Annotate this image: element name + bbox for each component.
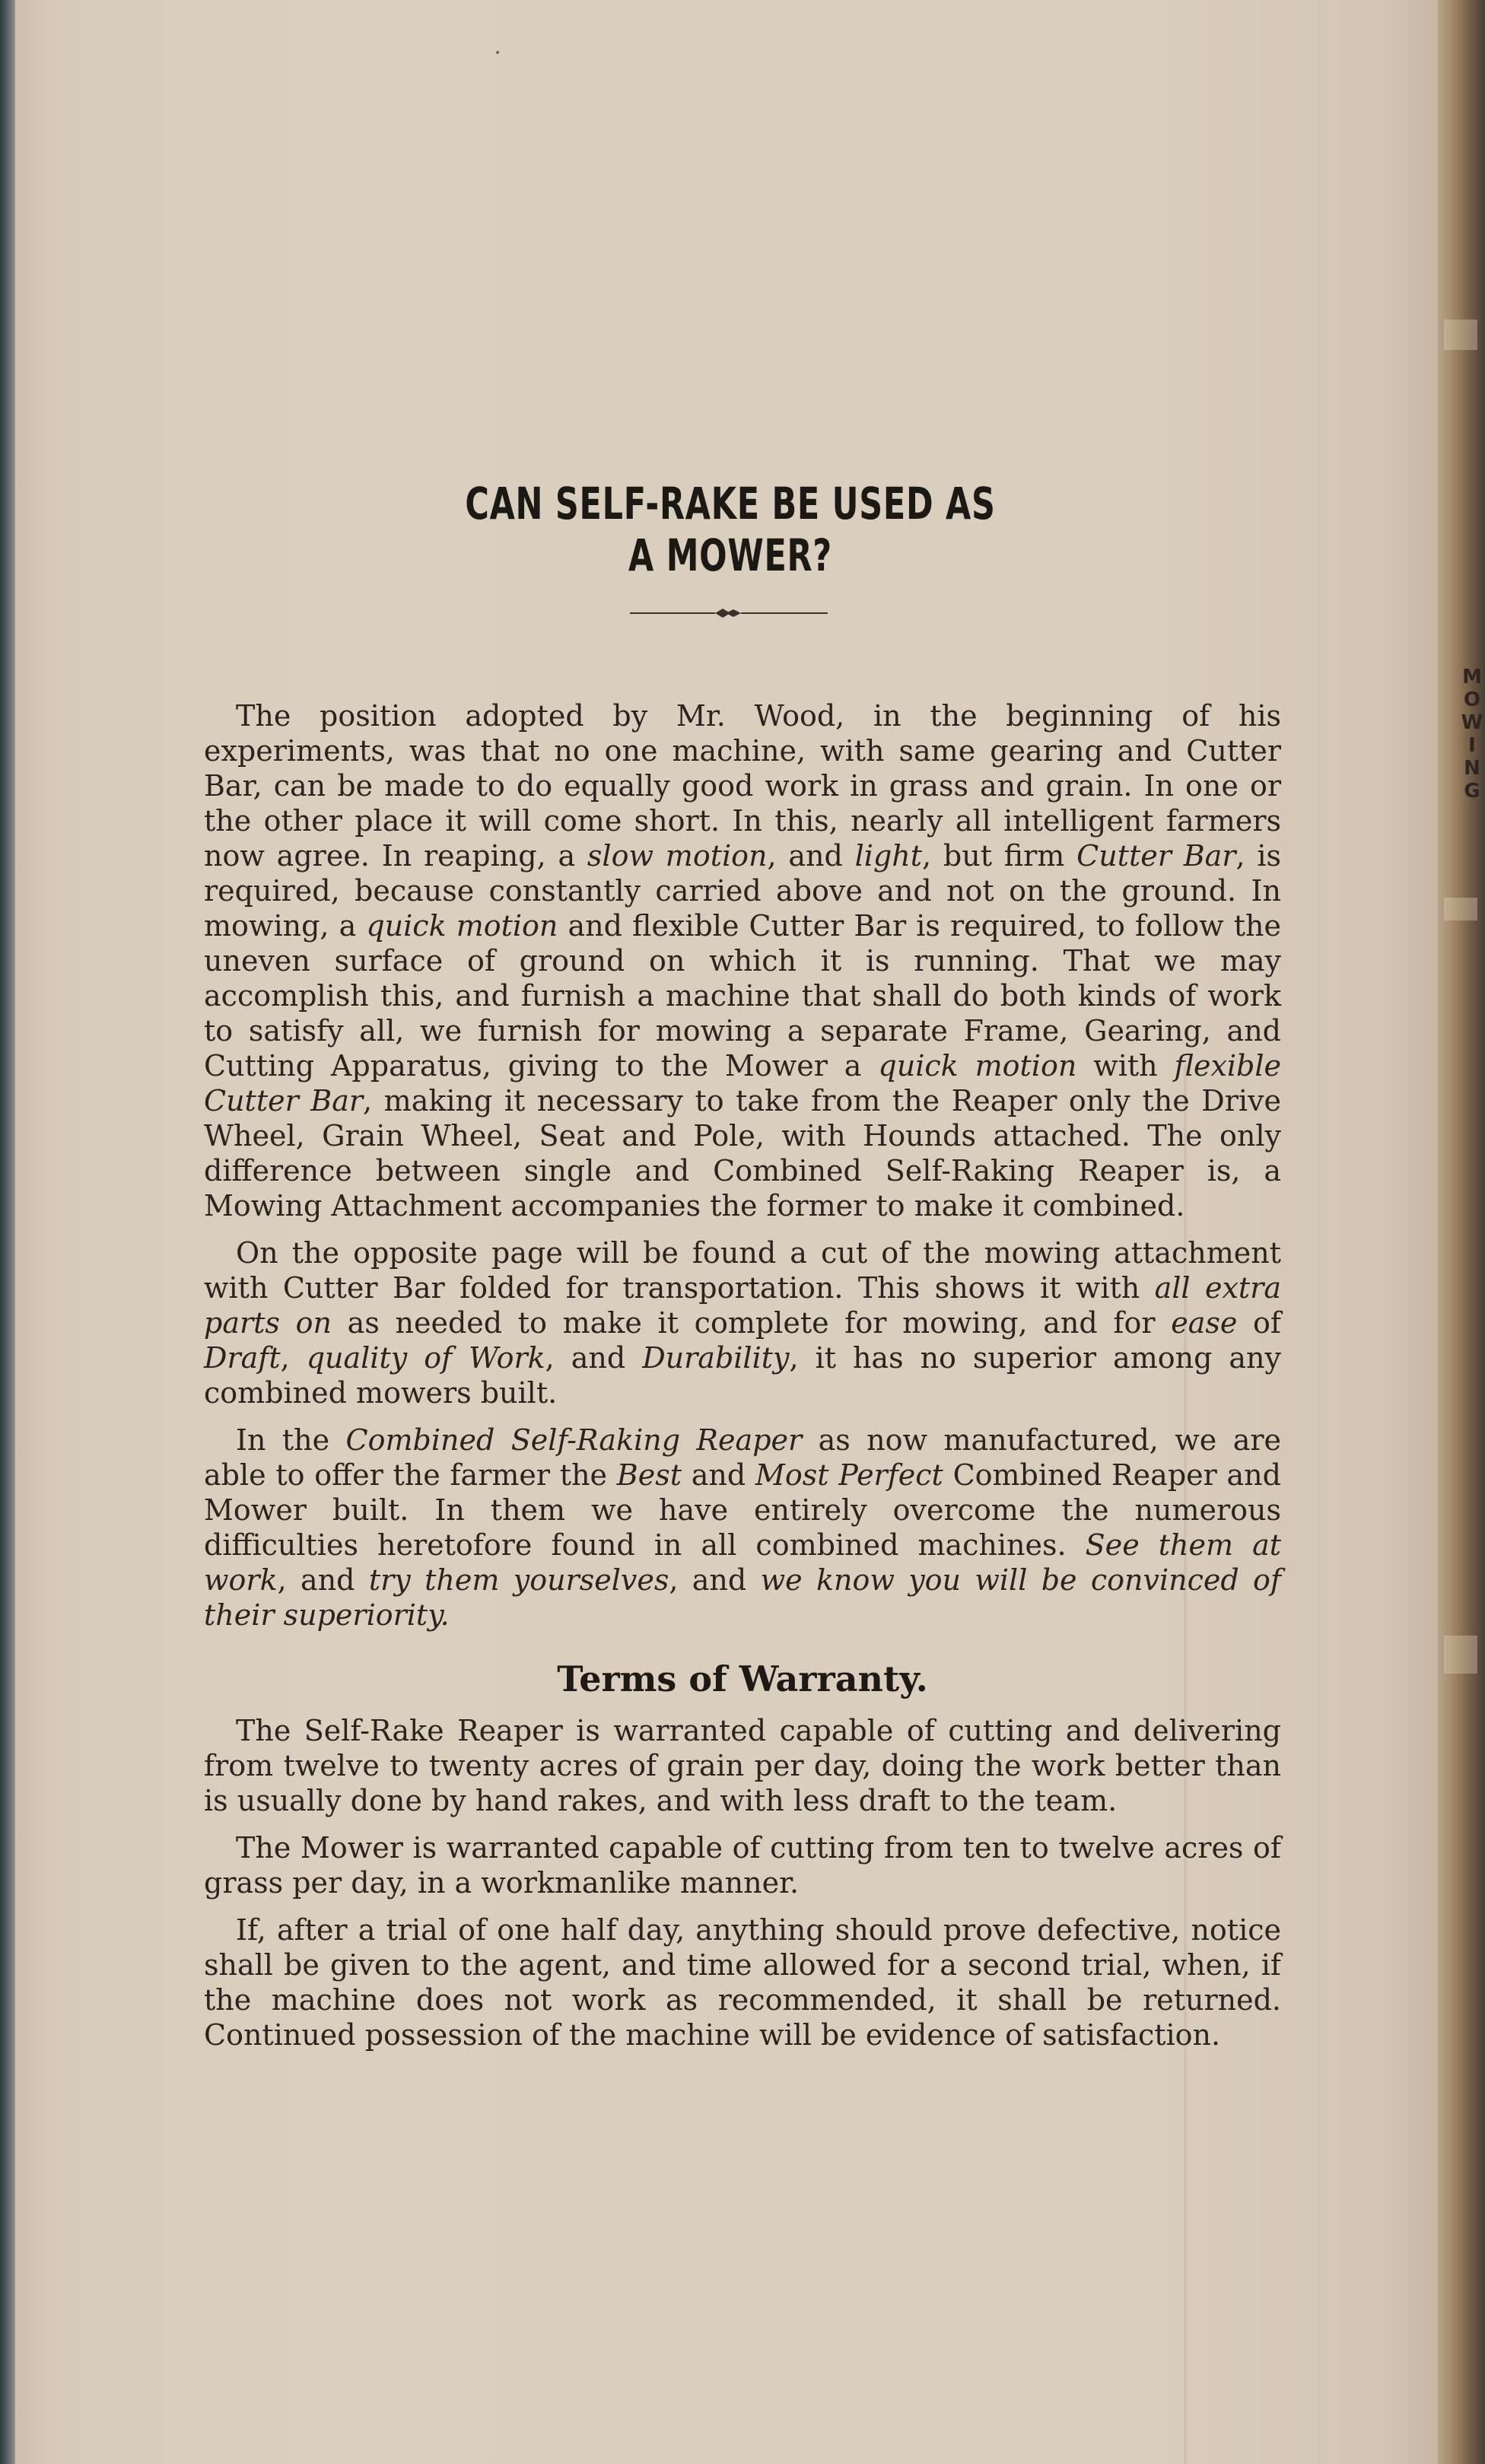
italic-emphasis: Best: [616, 1458, 682, 1492]
italic-emphasis: Draft: [204, 1341, 281, 1375]
article-body: [204, 698, 1281, 2065]
warranty-paragraph-3: If, after a trial of one half day, anything should prove defective, notice shall be given to the agent, and time allowed for a second trial, when, if the machine does not work as recommended, it shall be returned. Continued possession of the machine will be evidence of satisfaction.: [204, 1913, 1281, 2052]
edge-band: [1444, 1636, 1477, 1674]
warranty-paragraph-1: The Self-Rake Reaper is warranted capable of cutting and delivering from twelve to twenty acres of grain per day, doing the work better than is usually done by hand rakes, and with less draft to the team.: [204, 1714, 1281, 1817]
italic-emphasis: Most Perfect: [755, 1458, 943, 1492]
warranty-heading: Terms of Warranty.: [557, 1658, 928, 1699]
italic-emphasis: ease: [1171, 1306, 1238, 1340]
intro-paragraph-1: The position adopted by Mr. Wood, in the beginning of his experiments, was that no one machine, with same gearing and Cutter Bar, can be made to do equally good work in grass and grain. In one or the other place it will come short. In this, nearly all intelligent farmers now agree. In reaping, a slow motion, and light, but firm Cutter Bar, is required, because constantly carried above and not on the ground. In mowing, a quick motion and flexible Cutter Bar is required, to follow the uneven surface of ground on which it is running. That we may accomplish this, and furnish a machine that shall do both kinds of work to satisfy all, we furnish for mowing a separate Frame, Gearing, and Cutting Apparatus, giving to the Mower a quick motion with flexible Cutter Bar, making it necessary to take from the Reaper only the Drive Wheel, Grain Wheel, Seat and Pole, with Hounds attached. The only difference between single and Combined Self-Raking Reaper is, a Mowing Attachment accompanies the former to make it combined.: [204, 699, 1282, 1222]
adjacent-page-text: MOWING: [1461, 666, 1483, 803]
italic-emphasis: flexible Cutter Bar: [204, 1049, 1281, 1118]
edge-band: [1444, 898, 1477, 920]
italic-emphasis: Combined Self-Raking Reaper: [345, 1423, 803, 1457]
italic-emphasis: light: [854, 839, 923, 873]
page-title: CAN SELF-RAKE BE USED AS A MOWER?: [465, 478, 996, 581]
adjacent-page-edge: [1438, 0, 1485, 2464]
italic-emphasis: Cutter Bar: [1076, 839, 1236, 873]
speck-mark: •: [494, 47, 501, 59]
intro-paragraph-3: In the Combined Self-Raking Reaper as now manufactured, we are able to offer the farmer the Best and Most Perfect Combined Reaper and Mower built. In them we have entirely overcome the numerous difficulties heretofore found in all combined machines. See them at work, and try them yourselves, and we know you will be convinced of their superiority.: [204, 1423, 1281, 1632]
italic-emphasis: try them yourselves: [368, 1563, 669, 1597]
adjacent-page-letters: [1459, 666, 1482, 809]
edge-band: [1444, 320, 1477, 350]
italic-emphasis: quick motion: [878, 1049, 1077, 1083]
warranty-paragraph-2: The Mower is warranted capable of cutting from ten to twelve acres of grass per day, in a workmanlike manner.: [204, 1831, 1281, 1900]
italic-emphasis: quick motion: [366, 909, 558, 943]
italic-emphasis: we know you will be convinced of their superiority.: [204, 1563, 1281, 1632]
ornamental-divider: [630, 606, 828, 621]
italic-emphasis: See them at work: [204, 1528, 1281, 1597]
intro-paragraph-2: On the opposite page will be found a cut of the mowing attachment with Cutter Bar folded for transportation. This shows it with all extra parts on as needed to make it complete for mowing, and for ease of Draft, quality of Work, and Durability, it has no superior among any combined mowers built.: [204, 1236, 1281, 1410]
italic-emphasis: slow motion: [587, 839, 768, 873]
italic-emphasis: Durability: [642, 1341, 790, 1375]
italic-emphasis: quality of Work: [306, 1341, 545, 1375]
italic-emphasis: all extra parts on: [204, 1271, 1281, 1340]
